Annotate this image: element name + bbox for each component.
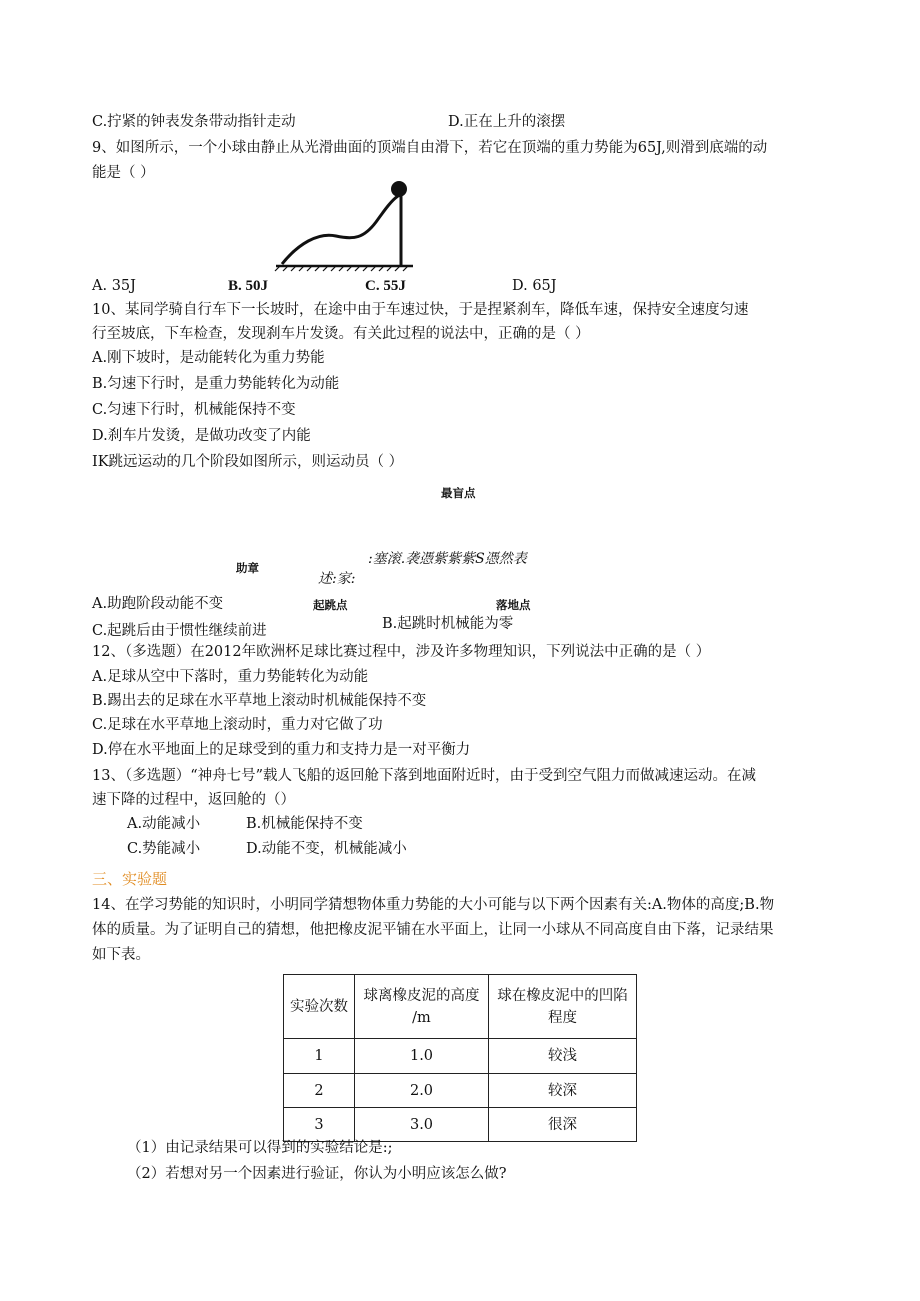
q9-option-d: D. 65J	[512, 278, 557, 294]
q11-option-a: A.助跑阶段动能不变	[92, 596, 224, 612]
table-cell-count: 2	[284, 1074, 355, 1108]
q11-figure-label-land: 落地点	[496, 598, 531, 612]
q12-option-c: C.足球在水平草地上滚动时，重力对它做了功	[92, 717, 383, 733]
q10-stem-line1: 10、某同学骑自行车下一长坡时，在途中由于车速过快，于是捏紧刹车，降低车速，保持安全速度匀速	[92, 302, 749, 318]
table-header-depth-line1: 球在橡皮泥中的凹陷	[497, 987, 628, 1004]
table-row	[284, 1039, 637, 1074]
q9-stem-line1: 9、如图所示，一个小球由静止从光滑曲面的顶端自由滑下，若它在顶端的重力势能为65J,则滑到底端的动	[92, 140, 768, 156]
q9-option-b: B. 50J	[228, 278, 269, 294]
q10-option-d: D.刹车片发烫，是做功改变了内能	[92, 428, 311, 444]
q11-option-b: B.起跳时机械能为零	[382, 616, 514, 632]
q10-stem-line2: 行至坡底，下车检查，发现刹车片发烫。有关此过程的说法中，正确的是（ ）	[92, 326, 590, 342]
table-cell-count: 3	[284, 1108, 355, 1142]
table-cell-depth: 较浅	[489, 1039, 637, 1074]
table-header-height-line1: 球离橡皮泥的高度	[363, 987, 480, 1004]
table-cell-height: 2.0	[355, 1074, 489, 1108]
q11-figure-text-line1: :塞滚.袭憑紫紫紫S憑然表	[368, 551, 527, 567]
q8-option-d: D.正在上升的滚摆	[448, 114, 566, 130]
q13-option-b: B.机械能保持不变	[246, 816, 363, 832]
q13-stem-line2: 速下降的过程中，返回舱的（）	[92, 792, 295, 808]
q11-stem: IK跳远运动的几个阶段如图所示，则运动员（ ）	[92, 454, 404, 470]
table-header-depth-line2: 程度	[548, 1009, 577, 1026]
table-cell-depth: 较深	[489, 1074, 637, 1108]
q10-option-b: B.匀速下行时，是重力势能转化为动能	[92, 376, 340, 392]
q14-sub1: （1）由记录结果可以得到的实验结论是:;	[127, 1140, 393, 1156]
q12-stem: 12、（多选题）在2012年欧洲杯足球比赛过程中，涉及许多物理知识，下列说法中正确的是（ ）	[92, 644, 711, 660]
q14-result-table	[283, 974, 637, 1142]
table-cell-height: 1.0	[355, 1039, 489, 1074]
q13-option-d: D.动能不变，机械能减小	[246, 841, 407, 857]
q13-option-c: C.势能减小	[127, 841, 201, 857]
section-title-experiment: 三、实验题	[92, 870, 168, 888]
q11-figure-label-run: 助章	[236, 561, 259, 575]
q13-stem-line1: 13、（多选题）“神舟七号”载人飞船的返回舱下落到地面附近时，由于受到空气阻力而做减速运动。在减	[92, 768, 757, 784]
table-header-depth	[489, 975, 637, 1039]
table-row	[284, 1074, 637, 1108]
q12-option-b: B.踢出去的足球在水平草地上滚动时机械能保持不变	[92, 693, 427, 709]
q14-stem-line1: 14、在学习势能的知识时，小明同学猜想物体重力势能的大小可能与以下两个因素有关:A.物体的高度;B.物	[92, 897, 775, 913]
q11-figure-label-jump: 起跳点	[313, 598, 348, 612]
table-header-height-line2: /m	[412, 1009, 431, 1026]
q8-option-c: C.拧紧的钟表发条带动指针走动	[92, 114, 296, 130]
table-cell-depth: 很深	[489, 1108, 637, 1142]
q12-option-a: A.足球从空中下落时，重力势能转化为动能	[92, 669, 369, 685]
q13-option-a: A.动能减小	[127, 816, 201, 832]
q9-option-c: C. 55J	[365, 278, 406, 294]
q11-option-c: C.起跳后由于惯性继续前进	[92, 623, 267, 639]
table-row	[284, 1108, 637, 1142]
q14-sub2: （2）若想对另一个因素进行验证，你认为小明应该怎么做?	[127, 1166, 507, 1182]
table-header-count: 实验次数	[284, 975, 355, 1039]
q14-stem-line3: 如下表。	[92, 947, 150, 963]
table-cell-count: 1	[284, 1039, 355, 1074]
q12-option-d: D.停在水平地面上的足球受到的重力和支持力是一对平衡力	[92, 742, 471, 758]
q14-stem-line2: 体的质量。为了证明自己的猜想，他把橡皮泥平铺在水平面上，让同一小球从不同高度自由下落，记录结果	[92, 922, 774, 938]
q9-stem-line2: 能是（ ）	[92, 165, 155, 181]
q10-option-a: A.刚下坡时，是动能转化为重力势能	[92, 350, 325, 366]
q9-curve-figure	[268, 178, 420, 272]
q11-figure-label-top: 最盲点	[441, 486, 476, 500]
q9-option-a: A. 35J	[92, 278, 136, 294]
table-header-height	[355, 975, 489, 1039]
table-cell-height: 3.0	[355, 1108, 489, 1142]
q11-figure-text-line2: 述:家:	[318, 571, 356, 587]
q10-option-c: C.匀速下行时，机械能保持不变	[92, 402, 296, 418]
table-header-row	[284, 975, 637, 1039]
